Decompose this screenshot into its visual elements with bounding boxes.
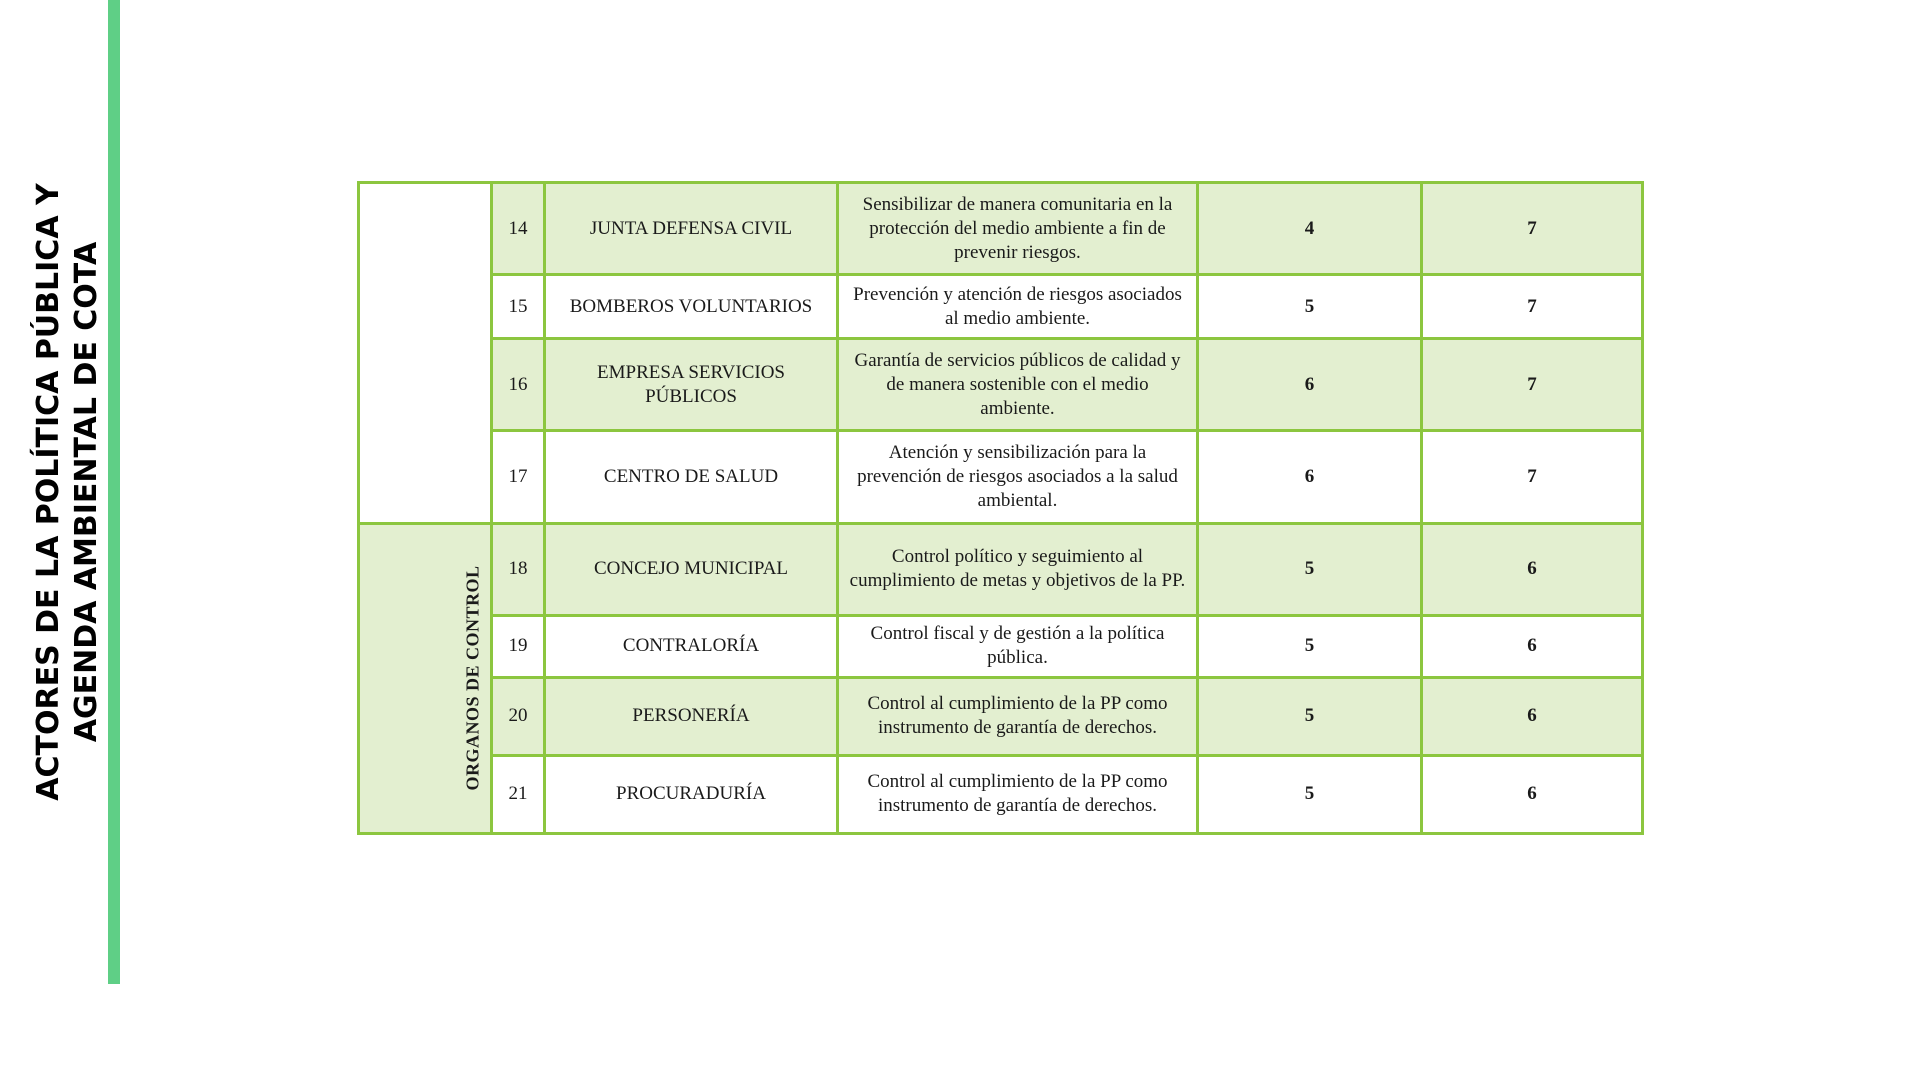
table-row bbox=[359, 523, 1643, 615]
row-number: 20 bbox=[492, 677, 545, 755]
table-row bbox=[359, 755, 1643, 833]
actor-name: JUNTA DEFENSA CIVIL bbox=[545, 183, 838, 275]
actor-description: Atención y sensibilización para la prevención de riesgos asociados a la salud ambiental. bbox=[838, 431, 1198, 523]
actor-name: CENTRO DE SALUD bbox=[545, 431, 838, 523]
actor-name: PROCURADURÍA bbox=[545, 755, 838, 833]
accent-bar bbox=[108, 0, 120, 984]
actor-description: Control al cumplimiento de la PP como instrumento de garantía de derechos. bbox=[838, 755, 1198, 833]
table-row bbox=[359, 183, 1643, 275]
table-row bbox=[359, 431, 1643, 523]
row-number: 21 bbox=[492, 755, 545, 833]
score-a: 4 bbox=[1198, 183, 1422, 275]
table-row bbox=[359, 339, 1643, 431]
score-a: 5 bbox=[1198, 275, 1422, 339]
actors-table bbox=[357, 181, 1644, 835]
actor-name: CONCEJO MUNICIPAL bbox=[545, 523, 838, 615]
score-a: 6 bbox=[1198, 431, 1422, 523]
actor-description: Sensibilizar de manera comunitaria en la protección del medio ambiente a fin de prevenir riesgos. bbox=[838, 183, 1198, 275]
row-number: 17 bbox=[492, 431, 545, 523]
actor-description: Control fiscal y de gestión a la política pública. bbox=[838, 615, 1198, 677]
actor-name: PERSONERÍA bbox=[545, 677, 838, 755]
side-title bbox=[30, 183, 106, 800]
row-number: 15 bbox=[492, 275, 545, 339]
score-b: 7 bbox=[1422, 183, 1643, 275]
score-b: 6 bbox=[1422, 677, 1643, 755]
score-b: 6 bbox=[1422, 615, 1643, 677]
score-b: 7 bbox=[1422, 339, 1643, 431]
score-b: 7 bbox=[1422, 275, 1643, 339]
score-b: 6 bbox=[1422, 523, 1643, 615]
side-title-line-1: ACTORES DE LA POLÍTICA PÚBLICA Y bbox=[31, 183, 66, 801]
group-cell-organos-de-control bbox=[359, 523, 492, 833]
row-number: 19 bbox=[492, 615, 545, 677]
side-title-line-2: AGENDA AMBIENTAL DE COTA bbox=[69, 241, 104, 743]
score-a: 5 bbox=[1198, 677, 1422, 755]
score-b: 7 bbox=[1422, 431, 1643, 523]
actor-description: Control político y seguimiento al cumplimiento de metas y objetivos de la PP. bbox=[838, 523, 1198, 615]
actor-name: BOMBEROS VOLUNTARIOS bbox=[545, 275, 838, 339]
table-row bbox=[359, 677, 1643, 755]
score-a: 5 bbox=[1198, 755, 1422, 833]
score-a: 5 bbox=[1198, 523, 1422, 615]
row-number: 18 bbox=[492, 523, 545, 615]
group-label: ORGANOS DE CONTROL bbox=[462, 565, 483, 791]
actor-name: CONTRALORÍA bbox=[545, 615, 838, 677]
score-a: 5 bbox=[1198, 615, 1422, 677]
score-a: 6 bbox=[1198, 339, 1422, 431]
table-row bbox=[359, 615, 1643, 677]
actors-table-container bbox=[357, 181, 1641, 835]
actor-name: EMPRESA SERVICIOS PÚBLICOS bbox=[545, 339, 838, 431]
actor-description: Prevención y atención de riesgos asociados al medio ambiente. bbox=[838, 275, 1198, 339]
actor-description: Control al cumplimiento de la PP como instrumento de garantía de derechos. bbox=[838, 677, 1198, 755]
group-cell-empty bbox=[359, 183, 492, 524]
actor-description: Garantía de servicios públicos de calidad y de manera sostenible con el medio ambiente. bbox=[838, 339, 1198, 431]
score-b: 6 bbox=[1422, 755, 1643, 833]
table-row bbox=[359, 275, 1643, 339]
row-number: 16 bbox=[492, 339, 545, 431]
row-number: 14 bbox=[492, 183, 545, 275]
